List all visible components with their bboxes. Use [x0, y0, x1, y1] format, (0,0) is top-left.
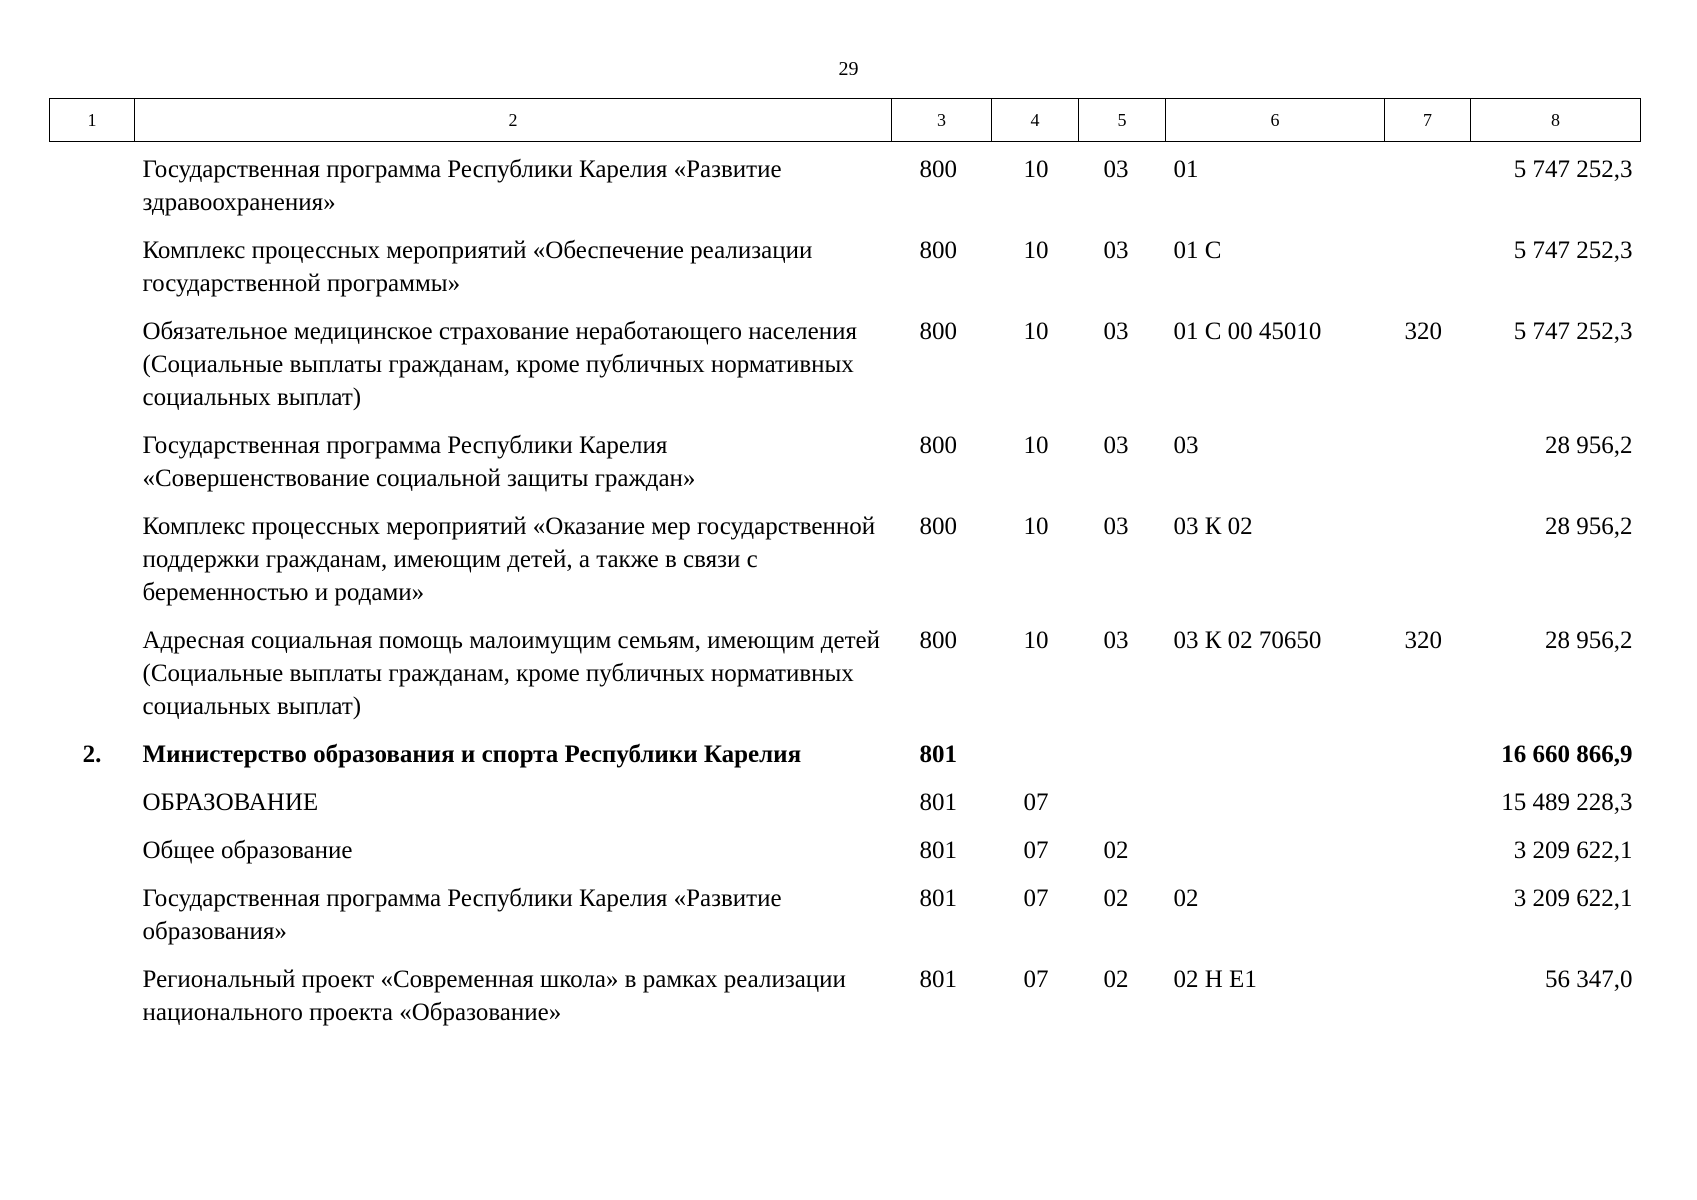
row-section: 10 — [1023, 432, 1049, 459]
row-section: 07 — [1023, 966, 1049, 993]
row-name: Государственная программа Республики Карелия «Развитие здравоохранения» — [142, 156, 782, 216]
row-subsection: 03 — [1103, 627, 1129, 654]
row-amount: 28 956,2 — [1545, 432, 1633, 459]
budget-table — [49, 98, 1641, 1044]
row-subsection: 03 — [1103, 432, 1129, 459]
row-expense-type: 320 — [1404, 318, 1442, 345]
row-name: Адресная социальная помощь малоимущим семьям, имеющим детей (Социальные выплаты гражданам, кроме публичных нормативных социальных выплат) — [142, 627, 880, 720]
row-target-article — [1166, 786, 1385, 834]
row-number — [50, 624, 135, 738]
row-name: Региональный проект «Современная школа» в рамках реализации национального проекта «Образование» — [142, 966, 846, 1026]
row-target-article: 02 — [1173, 885, 1199, 912]
row-target-article: 01 С — [1173, 237, 1222, 264]
table-row — [50, 963, 1641, 1044]
row-section: 10 — [1023, 237, 1049, 264]
row-section: 10 — [1023, 156, 1049, 183]
row-ministry-code: 800 — [919, 513, 957, 540]
row-name: Государственная программа Республики Карелия «Развитие образования» — [142, 885, 782, 945]
header-col-6: 6 — [1166, 99, 1385, 142]
table-row — [50, 142, 1641, 235]
row-ministry-code: 801 — [919, 789, 957, 816]
row-amount: 15 489 228,3 — [1501, 789, 1633, 816]
row-subsection: 02 — [1103, 885, 1129, 912]
row-target-article: 01 С 00 45010 — [1173, 318, 1322, 345]
row-section: 10 — [1023, 318, 1049, 345]
table-row — [50, 786, 1641, 834]
row-section — [992, 738, 1079, 786]
row-subsection: 03 — [1103, 156, 1129, 183]
row-expense-type — [1385, 738, 1471, 786]
row-amount: 28 956,2 — [1545, 627, 1633, 654]
table-row — [50, 882, 1641, 963]
row-target-article — [1166, 834, 1385, 882]
row-subsection — [1079, 738, 1166, 786]
page-number: 29 — [838, 58, 859, 80]
header-col-1: 1 — [50, 99, 135, 142]
row-amount: 16 660 866,9 — [1501, 741, 1633, 768]
row-section: 07 — [1023, 885, 1049, 912]
header-col-7: 7 — [1385, 99, 1471, 142]
row-expense-type — [1385, 429, 1471, 510]
table-header-row — [50, 99, 1641, 142]
row-expense-type — [1385, 142, 1471, 235]
row-ministry-code: 800 — [919, 627, 957, 654]
row-target-article: 01 — [1173, 156, 1199, 183]
table-body — [50, 142, 1641, 1045]
row-number: 2. — [82, 741, 102, 768]
row-subsection: 02 — [1103, 837, 1129, 864]
row-subsection — [1079, 786, 1166, 834]
row-target-article: 03 К 02 70650 — [1173, 627, 1322, 654]
row-name: Общее образование — [142, 837, 353, 864]
row-number — [50, 963, 135, 1044]
table-row — [50, 234, 1641, 315]
row-number — [50, 882, 135, 963]
row-expense-type — [1385, 786, 1471, 834]
row-ministry-code: 800 — [919, 318, 957, 345]
row-amount: 5 747 252,3 — [1513, 156, 1633, 183]
row-section: 07 — [1023, 837, 1049, 864]
row-name: Министерство образования и спорта Республики Карелия — [142, 741, 802, 768]
row-expense-type: 320 — [1404, 627, 1442, 654]
row-number — [50, 142, 135, 235]
row-name: Комплекс процессных мероприятий «Обеспечение реализации государственной программы» — [142, 237, 813, 297]
row-target-article: 03 — [1173, 432, 1199, 459]
row-ministry-code: 801 — [919, 741, 957, 768]
row-name: Государственная программа Республики Карелия «Совершенствование социальной защиты граждан» — [142, 432, 696, 492]
row-amount: 5 747 252,3 — [1513, 237, 1633, 264]
table-row — [50, 834, 1641, 882]
row-ministry-code: 801 — [919, 837, 957, 864]
row-ministry-code: 801 — [919, 966, 957, 993]
header-col-8: 8 — [1471, 99, 1641, 142]
row-name: Обязательное медицинское страхование неработающего населения (Социальные выплаты гражданам, кроме публичных нормативных социальных выплат) — [142, 318, 857, 411]
row-section: 10 — [1023, 627, 1049, 654]
row-target-article: 02 Н Е1 — [1173, 966, 1257, 993]
row-name: ОБРАЗОВАНИЕ — [142, 789, 319, 816]
row-number — [50, 510, 135, 624]
row-amount: 5 747 252,3 — [1513, 318, 1633, 345]
row-subsection: 03 — [1103, 513, 1129, 540]
row-amount: 56 347,0 — [1545, 966, 1633, 993]
row-expense-type — [1385, 882, 1471, 963]
row-amount: 28 956,2 — [1545, 513, 1633, 540]
table-row — [50, 429, 1641, 510]
row-number — [50, 234, 135, 315]
row-amount: 3 209 622,1 — [1513, 885, 1633, 912]
header-col-5: 5 — [1079, 99, 1166, 142]
row-number — [50, 429, 135, 510]
row-target-article — [1166, 738, 1385, 786]
row-name: Комплекс процессных мероприятий «Оказание мер государственной поддержки гражданам, имеющим детей, а также в связи с беременностью и родами» — [142, 513, 876, 606]
row-subsection: 02 — [1103, 966, 1129, 993]
row-target-article: 03 К 02 — [1173, 513, 1253, 540]
row-amount: 3 209 622,1 — [1513, 837, 1633, 864]
row-subsection: 03 — [1103, 318, 1129, 345]
table-row — [50, 738, 1641, 786]
row-ministry-code: 800 — [919, 237, 957, 264]
table-row — [50, 624, 1641, 738]
row-section: 07 — [1023, 789, 1049, 816]
row-ministry-code: 801 — [919, 885, 957, 912]
row-subsection: 03 — [1103, 237, 1129, 264]
row-ministry-code: 800 — [919, 432, 957, 459]
header-col-2: 2 — [135, 99, 892, 142]
row-number — [50, 834, 135, 882]
table-row — [50, 510, 1641, 624]
row-expense-type — [1385, 963, 1471, 1044]
header-col-4: 4 — [992, 99, 1079, 142]
row-expense-type — [1385, 234, 1471, 315]
table-row — [50, 315, 1641, 429]
row-number — [50, 786, 135, 834]
row-expense-type — [1385, 510, 1471, 624]
row-number — [50, 315, 135, 429]
row-ministry-code: 800 — [919, 156, 957, 183]
row-expense-type — [1385, 834, 1471, 882]
header-col-3: 3 — [892, 99, 992, 142]
row-section: 10 — [1023, 513, 1049, 540]
